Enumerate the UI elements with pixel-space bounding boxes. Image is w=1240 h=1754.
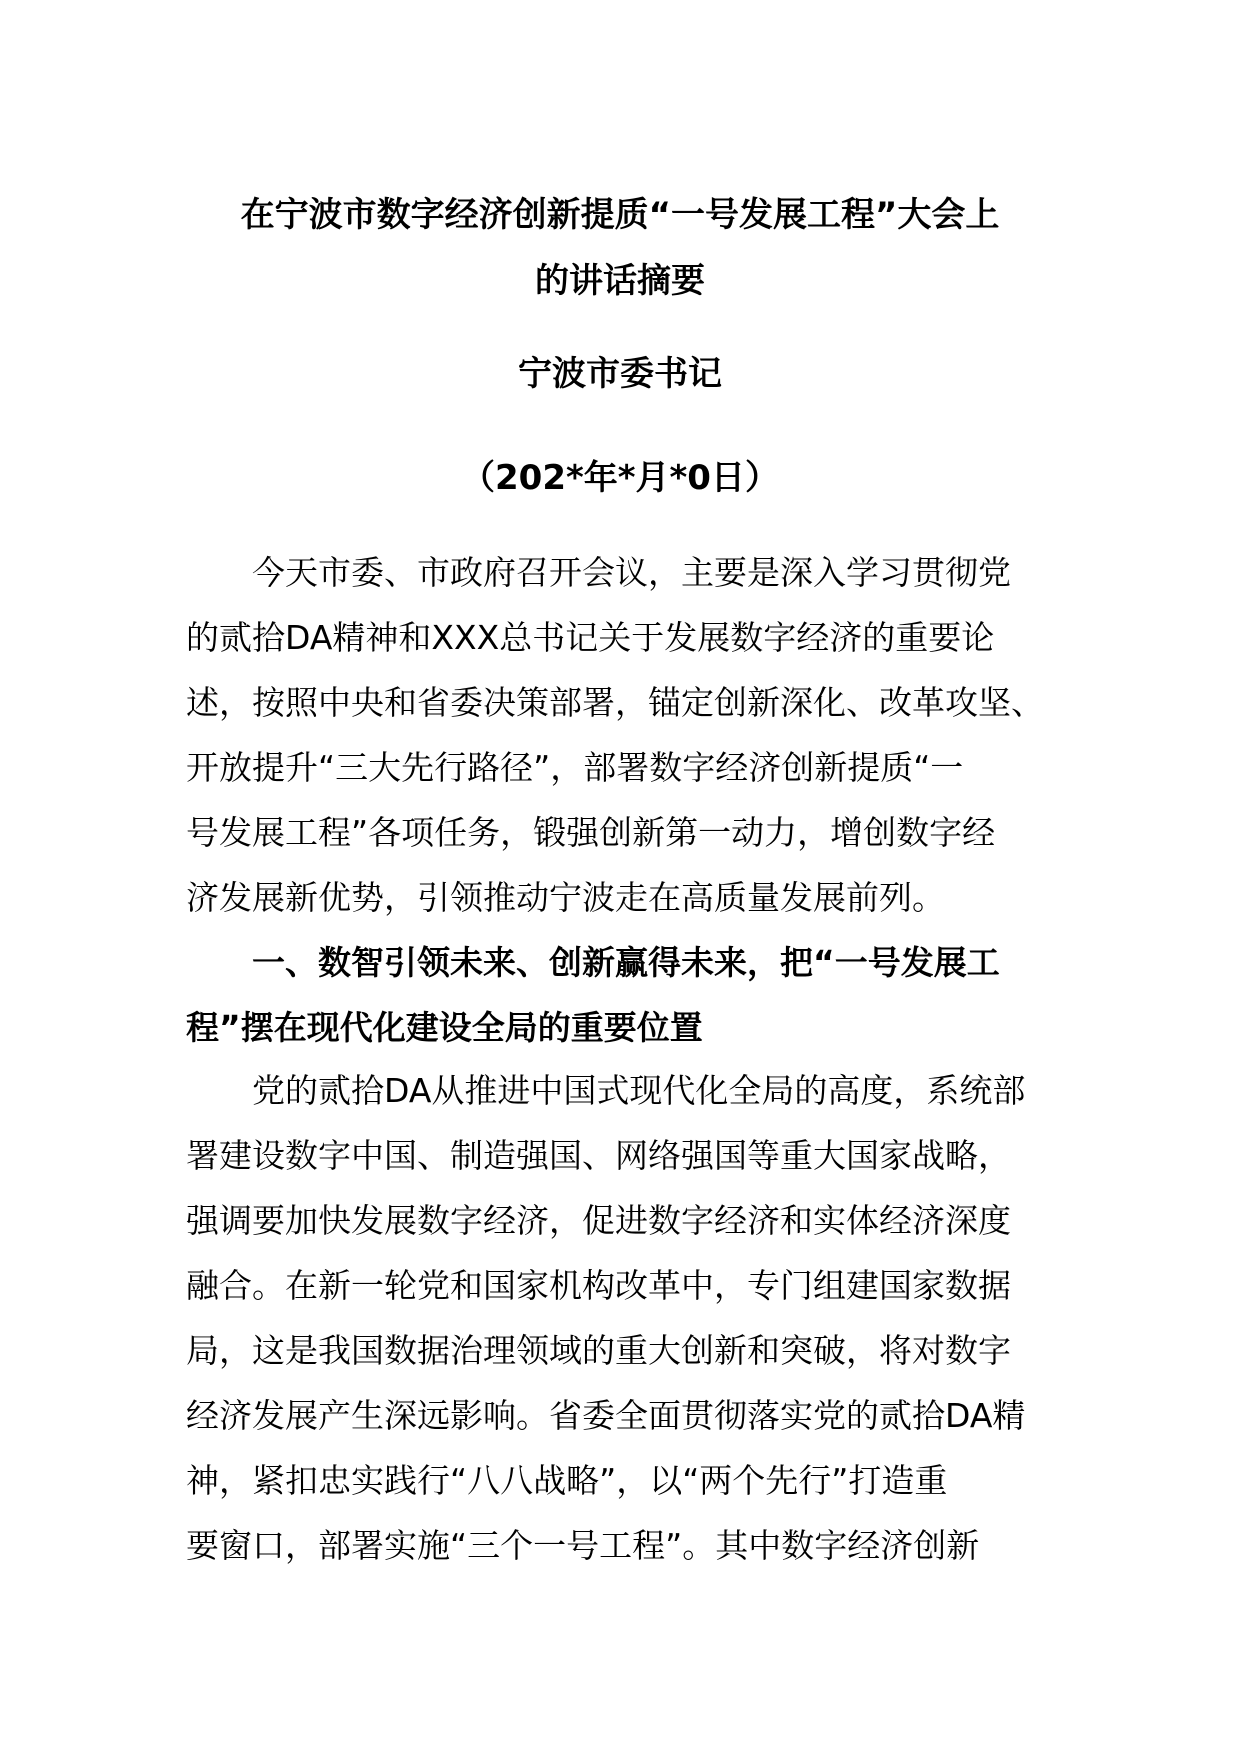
paragraph-line: 融合。在新一轮党和国家机构改革中，专门组建国家数据	[186, 1266, 1011, 1305]
speaker-name: 宁波市委书记	[518, 354, 722, 394]
paragraph-line: 神，紧扣忠实践行“八八战略”，以“两个先行”打造重	[186, 1461, 948, 1500]
paragraph-line: 要窗口，部署实施“三个一号工程”。其中数字经济创新	[186, 1526, 980, 1565]
paragraph-line: 经济发展产生深远影响。省委全面贯彻落实党的贰拾DA精	[186, 1396, 1026, 1435]
paragraph-line: 今天市委、市政府召开会议，主要是深入学习贯彻党	[252, 553, 1011, 592]
paragraph-line: 述，按照中央和省委决策部署，锚定创新深化、改革攻坚、	[186, 683, 1044, 722]
heading-line: 一、数智引领未来、创新赢得未来，把“一号发展工	[252, 943, 1000, 982]
paragraph-line: 局，这是我国数据治理领域的重大创新和突破，将对数字	[186, 1331, 1011, 1370]
paragraph-line: 强调要加快发展数字经济，促进数字经济和实体经济深度	[186, 1201, 1011, 1240]
paragraph-line: 署建设数字中国、制造强国、网络强国等重大国家战略，	[186, 1136, 1011, 1175]
intro-paragraph	[186, 540, 1056, 930]
section-1-paragraph	[186, 1058, 1056, 1578]
paragraph-line: 开放提升“三大先行路径”，部署数字经济创新提质“一	[186, 748, 964, 787]
paragraph-line: 号发展工程”各项任务，锻强创新第一动力，增创数字经	[186, 813, 996, 852]
document-title	[150, 182, 1090, 314]
heading-line: 程”摆在现代化建设全局的重要位置	[186, 1008, 703, 1047]
title-line-1: 在宁波市数字经济创新提质“一号发展工程”大会上	[240, 195, 1000, 235]
title-line-2: 的讲话摘要	[535, 261, 705, 301]
paragraph-line: 的贰拾DA精神和XXX总书记关于发展数字经济的重要论	[186, 618, 995, 657]
speech-date: （202*年*月*0日）	[461, 458, 779, 498]
paragraph-line: 济发展新优势，引领推动宁波走在高质量发展前列。	[186, 878, 945, 917]
section-heading-1	[186, 930, 1056, 1060]
paragraph-line: 党的贰拾DA从推进中国式现代化全局的高度，系统部	[252, 1071, 1026, 1110]
